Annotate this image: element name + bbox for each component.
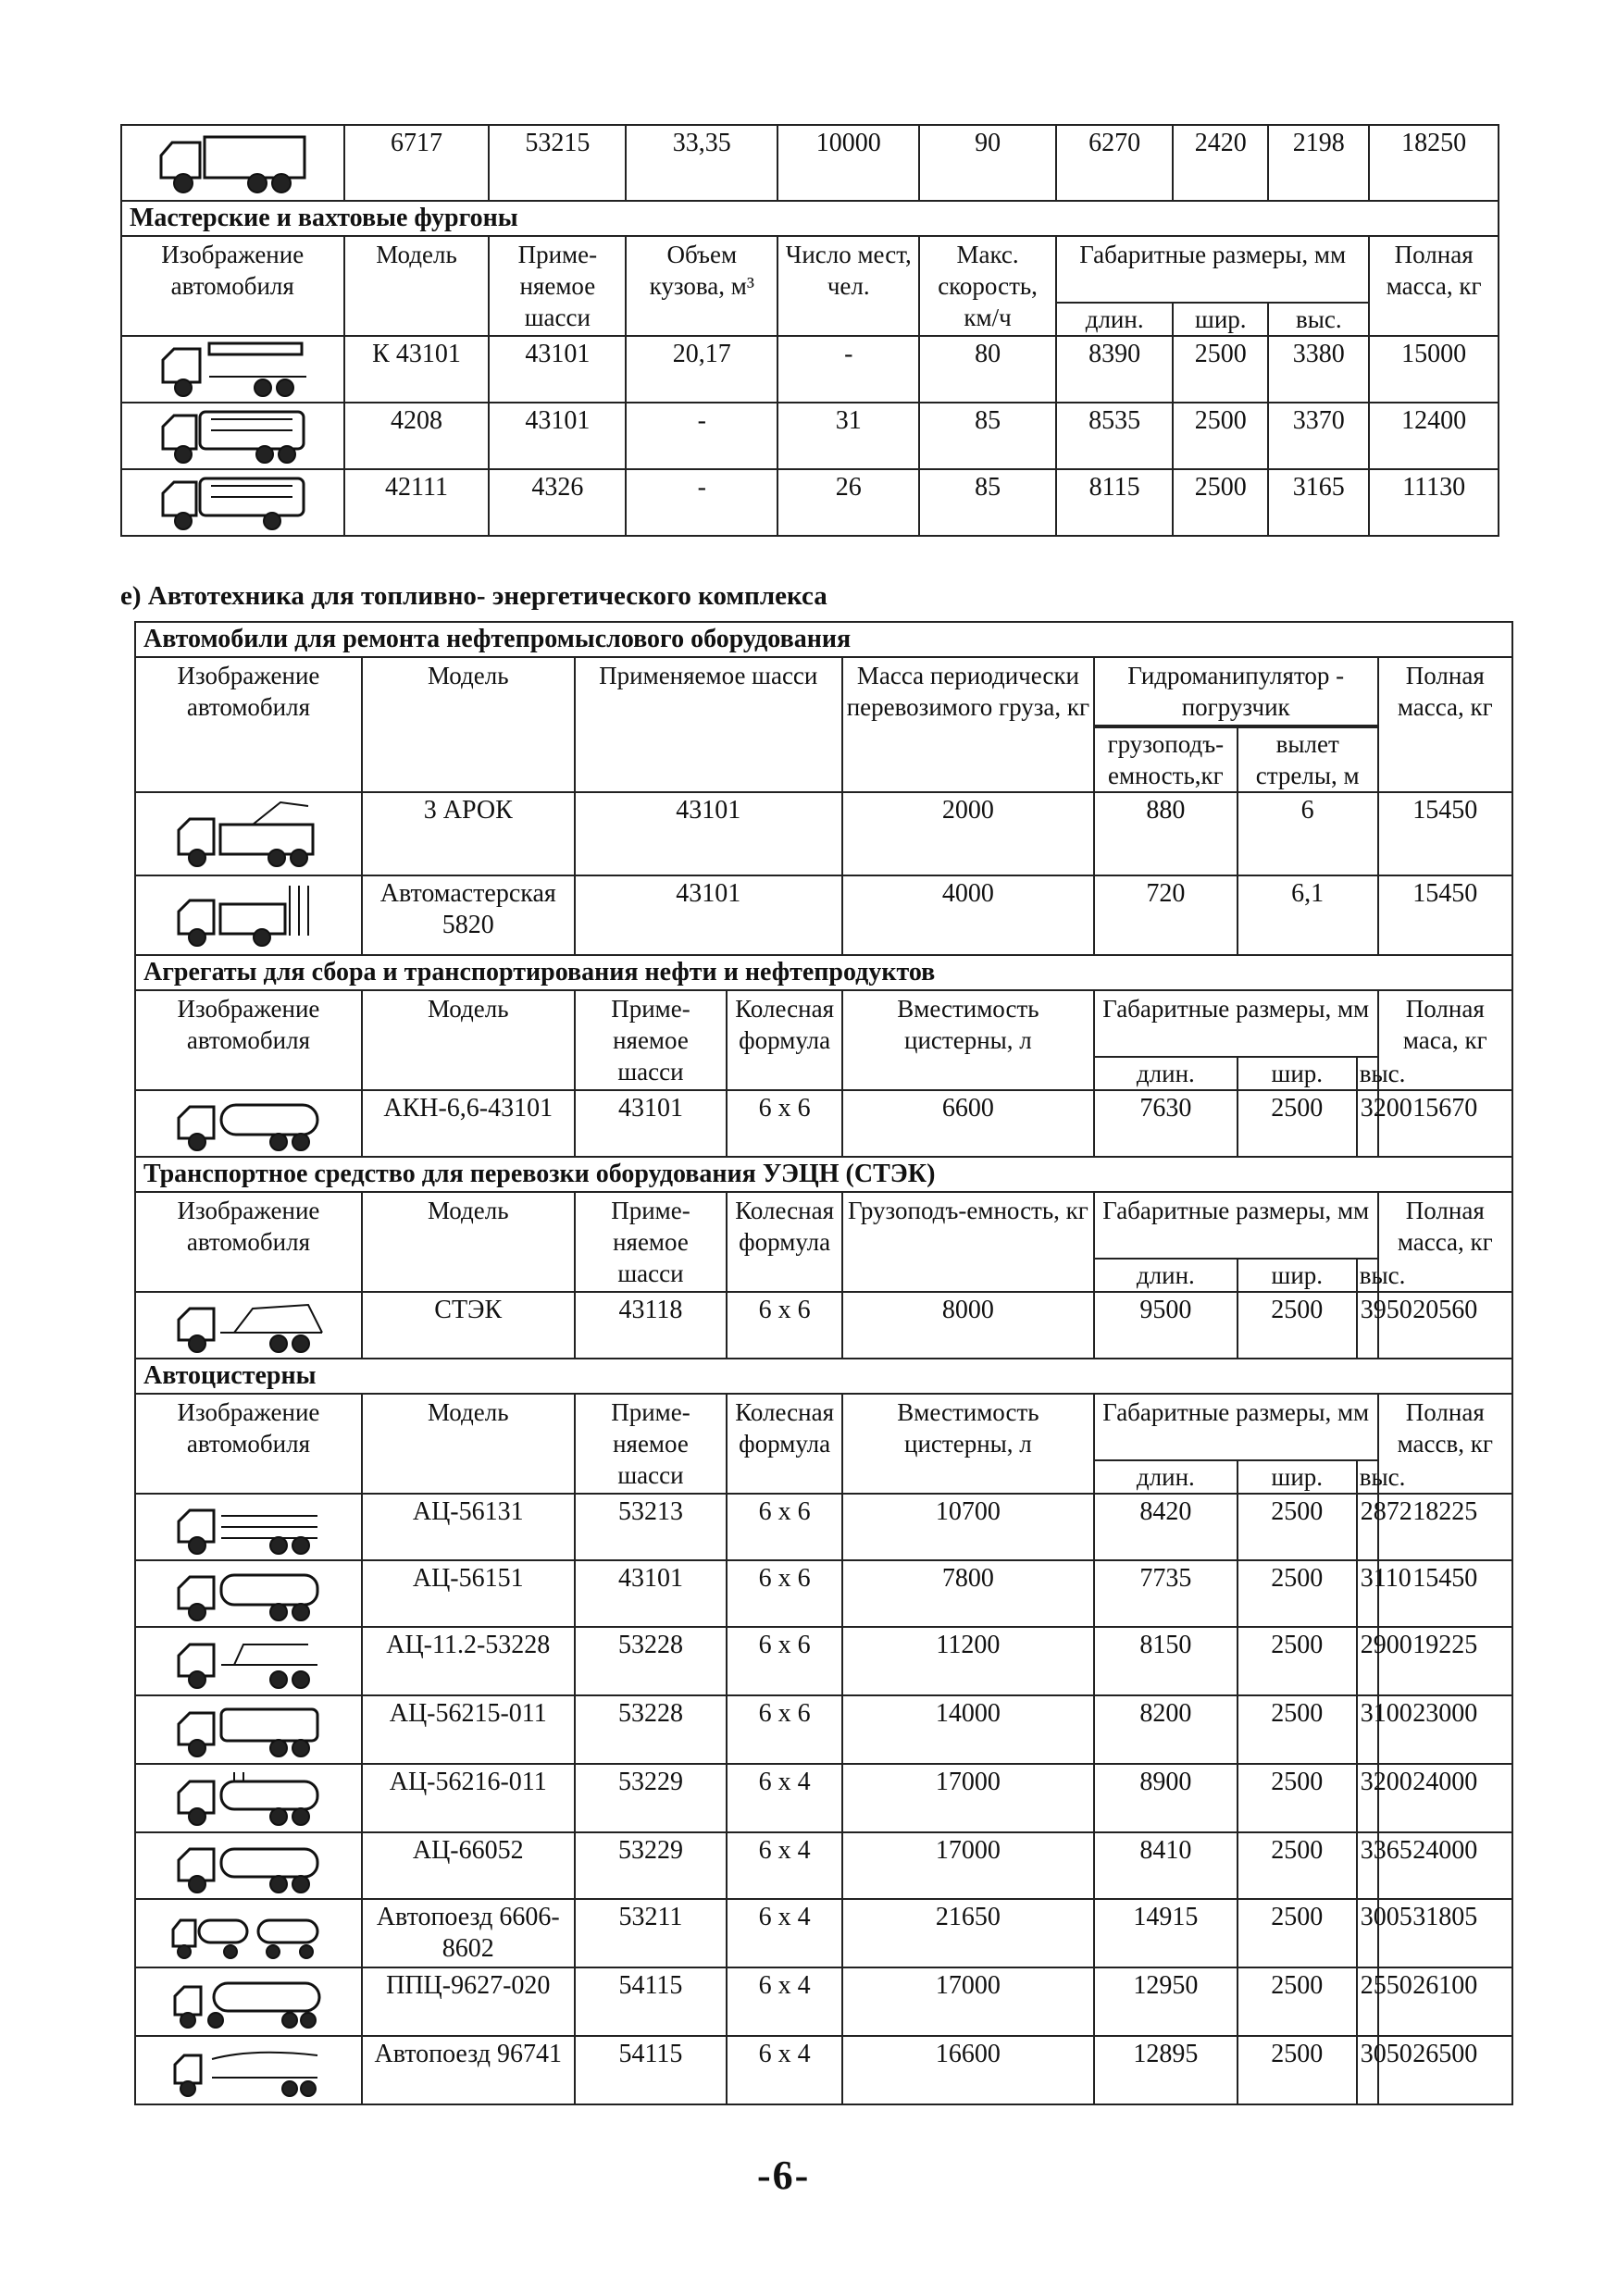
cell: 8200 xyxy=(1094,1695,1238,1764)
cell: 3005 xyxy=(1357,1899,1378,1967)
road-train-image xyxy=(135,2036,362,2104)
cell: Автопоезд 96741 xyxy=(362,2036,575,2104)
cell: 3100 xyxy=(1357,1695,1378,1764)
cell: 15450 xyxy=(1378,1560,1512,1627)
cell: 2500 xyxy=(1238,1764,1357,1832)
table-row xyxy=(135,2036,1512,2104)
cell: 6 х 6 xyxy=(727,1494,842,1560)
cell: 3110 xyxy=(1357,1560,1378,1627)
col-header: Колесная формула xyxy=(727,990,842,1090)
cell: 2500 xyxy=(1238,1832,1357,1899)
cell: 12950 xyxy=(1094,1967,1238,2036)
cell: 2500 xyxy=(1173,469,1268,536)
cell: 10000 xyxy=(777,125,919,201)
cell: 6 х 4 xyxy=(727,1967,842,2036)
cell: 26500 xyxy=(1378,2036,1512,2104)
table-row xyxy=(135,1494,1512,1560)
col-header: Вместимость цистерны, л xyxy=(842,990,1094,1090)
col-header: выс. xyxy=(1357,1259,1378,1292)
tanker-image xyxy=(135,1627,362,1695)
cell: 3165 xyxy=(1268,469,1369,536)
table-row xyxy=(135,1560,1512,1627)
cell: 10700 xyxy=(842,1494,1094,1560)
col-header: Габаритные размеры, мм xyxy=(1094,1394,1378,1460)
cell: 11130 xyxy=(1369,469,1499,536)
cell: 3200 xyxy=(1357,1090,1378,1157)
cell: 2550 xyxy=(1357,1967,1378,2036)
cell: 3370 xyxy=(1268,403,1369,469)
cell: АЦ-56216-011 xyxy=(362,1764,575,1832)
cell: 12895 xyxy=(1094,2036,1238,2104)
cell: 8420 xyxy=(1094,1494,1238,1560)
cell: 9500 xyxy=(1094,1292,1238,1359)
cell: 8900 xyxy=(1094,1764,1238,1832)
cell: Автомастерская 5820 xyxy=(362,875,575,955)
table-row xyxy=(135,1967,1512,2036)
col-header: Изображение автомобиля xyxy=(135,657,362,792)
section-title: Агрегаты для сбора и транспортирования нефти и нефтепродуктов xyxy=(135,955,1512,990)
cell: 54115 xyxy=(575,1967,728,2036)
col-header: Модель xyxy=(362,657,575,792)
cell: 15000 xyxy=(1369,336,1499,403)
col-header: длин. xyxy=(1094,1259,1238,1292)
col-header: Полная масса, кг xyxy=(1369,236,1499,336)
truck-image xyxy=(135,792,362,875)
col-header: выс. xyxy=(1357,1057,1378,1090)
cell: 3050 xyxy=(1357,2036,1378,2104)
col-header: шир. xyxy=(1238,1057,1357,1090)
cell: 2500 xyxy=(1173,336,1268,403)
col-header: Приме-няемое шасси xyxy=(575,1394,728,1494)
section-caption: е) Автотехника для топливно- энергетического комплекса xyxy=(120,581,827,611)
cell: 2900 xyxy=(1357,1627,1378,1695)
table-row xyxy=(135,1292,1512,1359)
cell: 3 АРОК xyxy=(362,792,575,875)
cell: 4326 xyxy=(489,469,626,536)
cell: 2500 xyxy=(1238,2036,1357,2104)
cell: 8115 xyxy=(1056,469,1173,536)
cell: 4208 xyxy=(344,403,490,469)
cell: К 43101 xyxy=(344,336,490,403)
truck-image xyxy=(121,125,344,201)
table-row xyxy=(135,1627,1512,1695)
cell: - xyxy=(626,469,777,536)
cell: 31805 xyxy=(1378,1899,1512,1967)
cell: 53213 xyxy=(575,1494,728,1560)
tanker-image xyxy=(135,1695,362,1764)
col-header: длин. xyxy=(1094,1460,1238,1494)
col-header: Модель xyxy=(344,236,490,336)
cell: 6 х 6 xyxy=(727,1292,842,1359)
cell: 43101 xyxy=(575,792,842,875)
col-header: Изображение автомобиля xyxy=(135,1394,362,1494)
tanker-image xyxy=(135,1560,362,1627)
cell: 720 xyxy=(1094,875,1238,955)
cell: 8535 xyxy=(1056,403,1173,469)
cell: 6270 xyxy=(1056,125,1173,201)
col-header: Число мест, чел. xyxy=(777,236,919,336)
cell: 43101 xyxy=(489,403,626,469)
cell: 3200 xyxy=(1357,1764,1378,1832)
cell: 43101 xyxy=(575,1560,728,1627)
col-header: Приме-няемое шасси xyxy=(489,236,626,336)
cell: 3950 xyxy=(1357,1292,1378,1359)
tanker-image xyxy=(135,1832,362,1899)
cell: 14000 xyxy=(842,1695,1094,1764)
cell: АЦ-56151 xyxy=(362,1560,575,1627)
cell: 6,1 xyxy=(1238,875,1378,955)
col-header: Объем кузова, м³ xyxy=(626,236,777,336)
cell: 15450 xyxy=(1378,792,1512,875)
table-row xyxy=(121,469,1499,536)
col-header: Приме-няемое шасси xyxy=(575,1192,728,1292)
cell: 85 xyxy=(919,403,1056,469)
cell: 90 xyxy=(919,125,1056,201)
cell: 6 х 4 xyxy=(727,1832,842,1899)
cell: 2420 xyxy=(1173,125,1268,201)
cell: 2500 xyxy=(1238,1560,1357,1627)
bus-image xyxy=(121,469,344,536)
cell: 24000 xyxy=(1378,1832,1512,1899)
road-train-image xyxy=(135,1899,362,1967)
cell: 15450 xyxy=(1378,875,1512,955)
cell: 2198 xyxy=(1268,125,1369,201)
cell: 6 х 4 xyxy=(727,1764,842,1832)
cell: АЦ-56131 xyxy=(362,1494,575,1560)
cell: 6 xyxy=(1238,792,1378,875)
tanker-image xyxy=(135,1494,362,1560)
cell: 6 х 6 xyxy=(727,1695,842,1764)
table-row xyxy=(121,403,1499,469)
page-number: -6- xyxy=(757,2153,811,2198)
section-title: Мастерские и вахтовые фургоны xyxy=(121,201,1499,236)
table-row xyxy=(135,875,1512,955)
cell: 17000 xyxy=(842,1967,1094,2036)
cell: 12400 xyxy=(1369,403,1499,469)
cell: 17000 xyxy=(842,1832,1094,1899)
cell: АЦ-56215-011 xyxy=(362,1695,575,1764)
cell: 2000 xyxy=(842,792,1094,875)
cell: АЦ-66052 xyxy=(362,1832,575,1899)
col-header: Изображение автомобиля xyxy=(135,990,362,1090)
cell: 880 xyxy=(1094,792,1238,875)
col-header: Модель xyxy=(362,1394,575,1494)
cell: 42111 xyxy=(344,469,490,536)
table-row xyxy=(135,1764,1512,1832)
col-header: Габаритные размеры, мм xyxy=(1094,1192,1378,1259)
cell: 43101 xyxy=(575,875,842,955)
cell: 11200 xyxy=(842,1627,1094,1695)
col-header: длин. xyxy=(1056,303,1173,336)
col-header: Полная масса, кг xyxy=(1378,1192,1512,1292)
col-header: шир. xyxy=(1173,303,1268,336)
cell: АЦ-11.2-53228 xyxy=(362,1627,575,1695)
cell: 2500 xyxy=(1238,1695,1357,1764)
cell: 2500 xyxy=(1238,1292,1357,1359)
col-header: Грузоподъ-емность, кг xyxy=(842,1192,1094,1292)
top-row xyxy=(121,125,1499,201)
cell: 3380 xyxy=(1268,336,1369,403)
cell: 7800 xyxy=(842,1560,1094,1627)
col-header: Полная маса, кг xyxy=(1378,990,1512,1090)
col-header: Применяемое шасси xyxy=(575,657,842,792)
cell: 6717 xyxy=(344,125,490,201)
section-title: Автомобили для ремонта нефтепромыслового оборудования xyxy=(135,622,1512,657)
col-header: выс. xyxy=(1268,303,1369,336)
col-header: Габаритные размеры, мм xyxy=(1056,236,1369,303)
col-header: Колесная формула xyxy=(727,1192,842,1292)
col-header: Гидроманипулятор - погрузчик xyxy=(1094,657,1378,726)
cell: - xyxy=(626,403,777,469)
col-header: Модель xyxy=(362,1192,575,1292)
col-header: шир. xyxy=(1238,1259,1357,1292)
cell: 14915 xyxy=(1094,1899,1238,1967)
semi-tanker-image xyxy=(135,1967,362,2036)
col-header: Изображение автомобиля xyxy=(121,236,344,336)
cell: 2500 xyxy=(1238,1627,1357,1695)
truck-image xyxy=(121,336,344,403)
table-row xyxy=(135,1832,1512,1899)
col-header: грузоподъ-емность,кг xyxy=(1094,727,1238,792)
cell: 8150 xyxy=(1094,1627,1238,1695)
cell: 2500 xyxy=(1238,1090,1357,1157)
col-header: Изображение автомобиля xyxy=(135,1192,362,1292)
col-header: шир. xyxy=(1238,1460,1357,1494)
col-header: Колесная формула xyxy=(727,1394,842,1494)
table-row xyxy=(135,1090,1512,1157)
cell: 7630 xyxy=(1094,1090,1238,1157)
cell: 18225 xyxy=(1378,1494,1512,1560)
cell: 33,35 xyxy=(626,125,777,201)
cell: 6 х 4 xyxy=(727,1899,842,1967)
cell: 85 xyxy=(919,469,1056,536)
cell: 20,17 xyxy=(626,336,777,403)
cell: 6 х 6 xyxy=(727,1627,842,1695)
cell: 8410 xyxy=(1094,1832,1238,1899)
cell: 8390 xyxy=(1056,336,1173,403)
cell: 43101 xyxy=(575,1090,728,1157)
cell: 43101 xyxy=(489,336,626,403)
cell: 53228 xyxy=(575,1695,728,1764)
cell: 53229 xyxy=(575,1764,728,1832)
cell: 2500 xyxy=(1238,1899,1357,1967)
table-row xyxy=(135,1899,1512,1967)
col-header: Масса периодически перевозимого груза, кг xyxy=(842,657,1094,792)
cell: 15670 xyxy=(1378,1090,1512,1157)
section-title: Транспортное средство для перевозки оборудования УЭЦН (СТЭК) xyxy=(135,1157,1512,1192)
cell: 20560 xyxy=(1378,1292,1512,1359)
table-row xyxy=(121,336,1499,403)
cell: 8000 xyxy=(842,1292,1094,1359)
cell: 6 х 6 xyxy=(727,1090,842,1157)
table-row xyxy=(135,792,1512,875)
cell: 26100 xyxy=(1378,1967,1512,2036)
truck-image xyxy=(135,1292,362,1359)
tanker-image xyxy=(135,1090,362,1157)
cell: 6 х 6 xyxy=(727,1560,842,1627)
cell: СТЭК xyxy=(362,1292,575,1359)
cell: 43118 xyxy=(575,1292,728,1359)
cell: 18250 xyxy=(1369,125,1499,201)
cell: 26 xyxy=(777,469,919,536)
cell: 16600 xyxy=(842,2036,1094,2104)
cell: АКН-6,6-43101 xyxy=(362,1090,575,1157)
cell: 31 xyxy=(777,403,919,469)
cell: 53229 xyxy=(575,1832,728,1899)
col-header: Модель xyxy=(362,990,575,1090)
col-header: Габаритные размеры, мм xyxy=(1094,990,1378,1057)
bus-image xyxy=(121,403,344,469)
cell: 6600 xyxy=(842,1090,1094,1157)
cell: - xyxy=(777,336,919,403)
col-header: Вместимость цистерны, л xyxy=(842,1394,1094,1494)
col-header: выс. xyxy=(1357,1460,1378,1494)
table-row xyxy=(135,1695,1512,1764)
cell: 53211 xyxy=(575,1899,728,1967)
cell: 80 xyxy=(919,336,1056,403)
cell: 2500 xyxy=(1173,403,1268,469)
cell: 53228 xyxy=(575,1627,728,1695)
col-header: Макс. скорость, км/ч xyxy=(919,236,1056,336)
cell: 2500 xyxy=(1238,1967,1357,2036)
cell: 6 х 4 xyxy=(727,2036,842,2104)
cell: 4000 xyxy=(842,875,1094,955)
vans-table xyxy=(120,124,1499,537)
cell: 2872 xyxy=(1357,1494,1378,1560)
tanker-image xyxy=(135,1764,362,1832)
col-header: Полная массв, кг xyxy=(1378,1394,1512,1494)
cell: 17000 xyxy=(842,1764,1094,1832)
col-header: длин. xyxy=(1094,1057,1238,1090)
col-header: вылет стрелы, м xyxy=(1238,727,1378,792)
cell: 7735 xyxy=(1094,1560,1238,1627)
cell: 53215 xyxy=(489,125,626,201)
cell: 23000 xyxy=(1378,1695,1512,1764)
section-title: Автоцистерны xyxy=(135,1359,1512,1394)
cell: 2500 xyxy=(1238,1494,1357,1560)
cell: Автопоезд 6606-8602 xyxy=(362,1899,575,1967)
col-header: Полная масса, кг xyxy=(1378,657,1512,792)
fuel-energy-table xyxy=(134,621,1513,2105)
truck-image xyxy=(135,875,362,955)
cell: 3365 xyxy=(1357,1832,1378,1899)
cell: 24000 xyxy=(1378,1764,1512,1832)
cell: 19225 xyxy=(1378,1627,1512,1695)
cell: ППЦ-9627-020 xyxy=(362,1967,575,2036)
col-header: Приме-няемое шасси xyxy=(575,990,728,1090)
cell: 54115 xyxy=(575,2036,728,2104)
cell: 21650 xyxy=(842,1899,1094,1967)
